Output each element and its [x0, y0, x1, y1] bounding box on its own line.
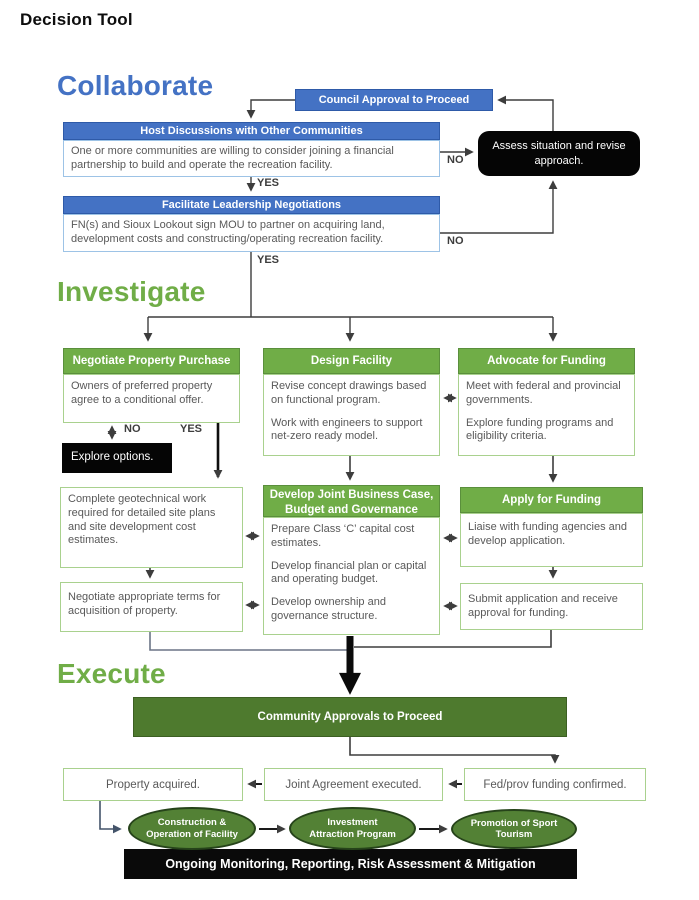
advocate-funding-body-2: Explore funding programs and eligibility criteria.: [466, 416, 614, 443]
advocate-funding-header: Advocate for Funding: [458, 348, 635, 374]
property-acquired-box: Property acquired.: [63, 768, 243, 801]
page-title: Decision Tool: [20, 10, 133, 29]
facilitate-negotiations-header: Facilitate Leadership Negotiations: [63, 196, 440, 214]
connector-facilitate-no: [440, 182, 553, 233]
develop-business-case-header: Develop Joint Business Case, Budget and Governance: [263, 485, 440, 517]
design-facility-body: [263, 374, 440, 456]
investment-attraction-ellipse: Investment Attraction Program: [289, 807, 416, 850]
geotechnical-box: Complete geotechnical work required for detailed site plans and site development cost estimates.: [60, 487, 243, 568]
label-yes-host: YES: [257, 177, 280, 189]
submit-application-box: Submit application and receive approval for funding.: [460, 583, 643, 630]
negotiate-property-body: Owners of preferred property agree to a conditional offer.: [63, 374, 240, 423]
sport-tourism-ellipse: Promotion of Sport Tourism: [451, 809, 577, 849]
connector-community-to-funding: [350, 737, 555, 762]
apply-funding-body: Liaise with funding agencies and develop application.: [460, 513, 643, 567]
label-yes-negotiate: YES: [180, 423, 203, 435]
develop-business-case-body-3: Develop ownership and governance structure.: [271, 596, 386, 622]
community-approvals-box: Community Approvals to Proceed: [133, 697, 567, 737]
connector-investigate-spine: [148, 252, 553, 317]
negotiate-property-header: Negotiate Property Purchase: [63, 348, 240, 374]
design-facility-body-1: Revise concept drawings based on functional program.: [271, 380, 427, 406]
advocate-funding-body: [458, 374, 635, 456]
develop-business-case-body: [263, 517, 440, 635]
connector-assess-to-council: [499, 100, 553, 131]
funding-confirmed-box: Fed/prov funding confirmed.: [464, 768, 646, 801]
develop-business-case-body-1: Prepare Class ‘C’ capital cost estimates.: [271, 523, 415, 549]
host-discussions-body: One or more communities are willing to consider joining a financial partnership to build and operate the recreation facility.: [63, 140, 440, 177]
design-facility-header: Design Facility: [263, 348, 440, 374]
design-facility-body-2: Work with engineers to support net-zero ready model.: [271, 416, 423, 443]
monitoring-banner: Ongoing Monitoring, Reporting, Risk Assessment & Mitigation: [124, 849, 577, 879]
connector-council-to-host: [251, 100, 295, 117]
label-no-negotiate: NO: [124, 423, 141, 435]
host-discussions-header: Host Discussions with Other Communities: [63, 122, 440, 140]
joint-agreement-box: Joint Agreement executed.: [264, 768, 443, 801]
facilitate-negotiations-body: FN(s) and Sioux Lookout sign MOU to partner on acquiring land, development costs and constructing/operating recreation facility.: [63, 214, 440, 252]
council-approval-box: Council Approval to Proceed: [295, 89, 493, 111]
apply-funding-header: Apply for Funding: [460, 487, 643, 513]
connector-property-to-ellipse: [100, 801, 120, 829]
assess-situation-box: Assess situation and revise approach.: [478, 131, 640, 176]
label-no-host: NO: [447, 154, 464, 166]
section-heading-collaborate: Collaborate: [57, 70, 214, 101]
construction-operation-ellipse: Construction & Operation of Facility: [128, 807, 256, 850]
section-heading-investigate: Investigate: [57, 276, 206, 307]
explore-options-box: Explore options.: [62, 443, 172, 473]
advocate-funding-body-1: Meet with federal and provincial governments.: [466, 380, 621, 406]
label-yes-facilitate: YES: [257, 254, 280, 266]
section-heading-execute: Execute: [57, 658, 166, 689]
negotiate-terms-box: Negotiate appropriate terms for acquisition of property.: [60, 582, 243, 632]
label-no-facilitate: NO: [447, 235, 464, 247]
develop-business-case-body-2: Develop financial plan or capital and operating budget.: [271, 559, 427, 586]
